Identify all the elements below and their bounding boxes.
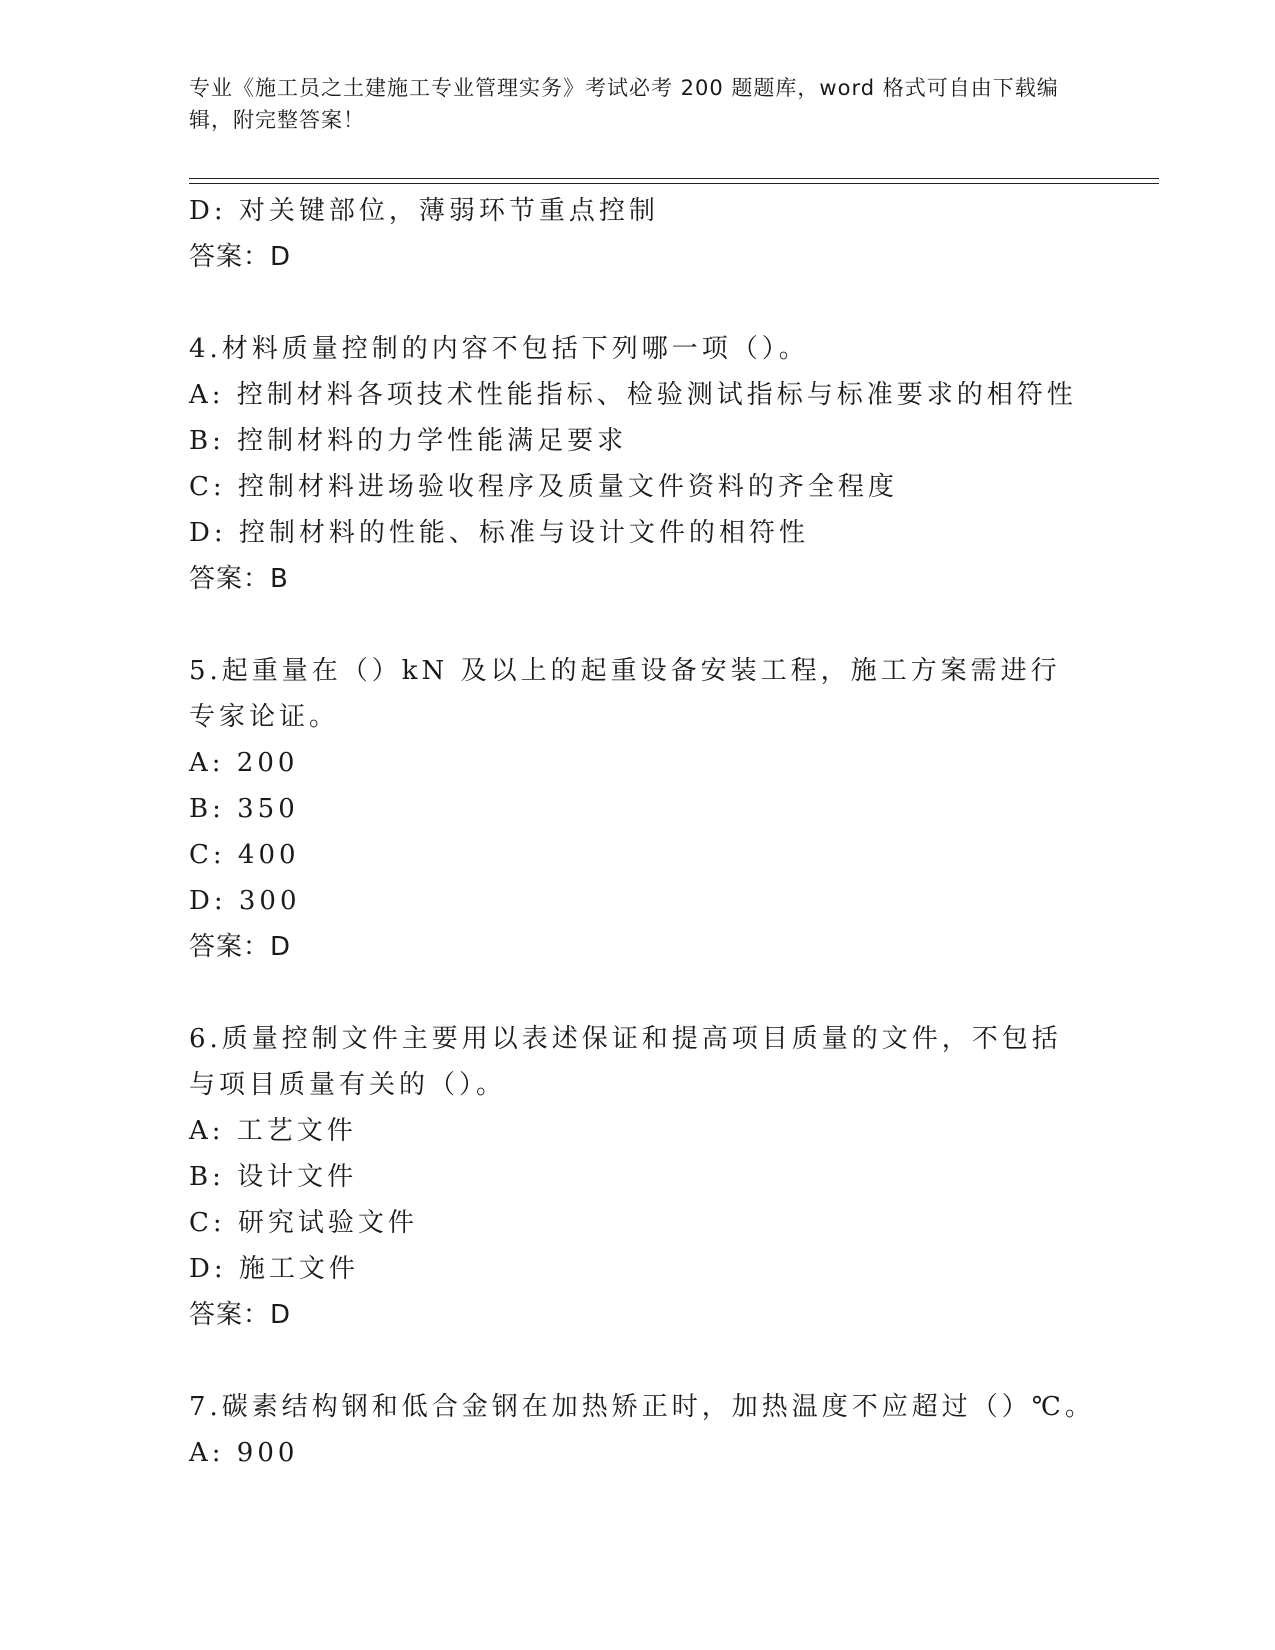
option-d: D: 300 — [189, 886, 301, 916]
answer-line: 答案：D — [189, 242, 292, 272]
option-b: B: 350 — [189, 794, 299, 824]
answer-line: 答案：B — [189, 564, 289, 594]
question-stem: 4.材料质量控制的内容不包括下列哪一项（）。 — [189, 334, 809, 364]
option-b: B: 控制材料的力学性能满足要求 — [189, 426, 628, 456]
header-divider-top — [189, 178, 1159, 179]
spacer — [189, 1338, 1089, 1384]
header-divider-bottom — [189, 183, 1159, 184]
spacer — [189, 602, 1089, 648]
spacer — [189, 970, 1089, 1016]
option-c: C: 研究试验文件 — [189, 1208, 418, 1238]
option-a: A: 控制材料各项技术性能指标、检验测试指标与标准要求的相符性 — [189, 380, 1077, 410]
question-block-4 — [189, 326, 1089, 602]
answer-line: 答案：D — [189, 1300, 292, 1330]
question-block-prev — [189, 188, 1089, 280]
option-b: B: 设计文件 — [189, 1162, 358, 1192]
question-stem: 7.碳素结构钢和低合金钢在加热矫正时，加热温度不应超过（）℃。 — [189, 1392, 1095, 1422]
option-a: A: 900 — [189, 1438, 299, 1468]
option-c: C: 400 — [189, 840, 300, 870]
spacer — [189, 280, 1089, 326]
page-header: 专业《施工员之土建施工专业管理实务》考试必考 200 题题库，word 格式可自由下载编辑，附完整答案！ — [189, 76, 1059, 132]
option-d: D: 控制材料的性能、标准与设计文件的相符性 — [189, 518, 809, 548]
question-stem: 6.质量控制文件主要用以表述保证和提高项目质量的文件，不包括与项目质量有关的（）。 — [189, 1024, 1062, 1100]
option-c: C: 控制材料进场验收程序及质量文件资料的齐全程度 — [189, 472, 898, 502]
option-a: A: 工艺文件 — [189, 1116, 357, 1146]
option-a: A: 200 — [189, 748, 299, 778]
question-block-7 — [189, 1384, 1095, 1476]
option-d: D: 施工文件 — [189, 1254, 359, 1284]
option-d: D: 对关键部位，薄弱环节重点控制 — [189, 196, 659, 226]
answer-line: 答案：D — [189, 932, 292, 962]
question-block-6 — [189, 1016, 1089, 1338]
question-stem: 5.起重量在（）kN 及以上的起重设备安装工程，施工方案需进行专家论证。 — [189, 656, 1061, 732]
question-block-5 — [189, 648, 1089, 970]
question-list — [189, 188, 1095, 1476]
